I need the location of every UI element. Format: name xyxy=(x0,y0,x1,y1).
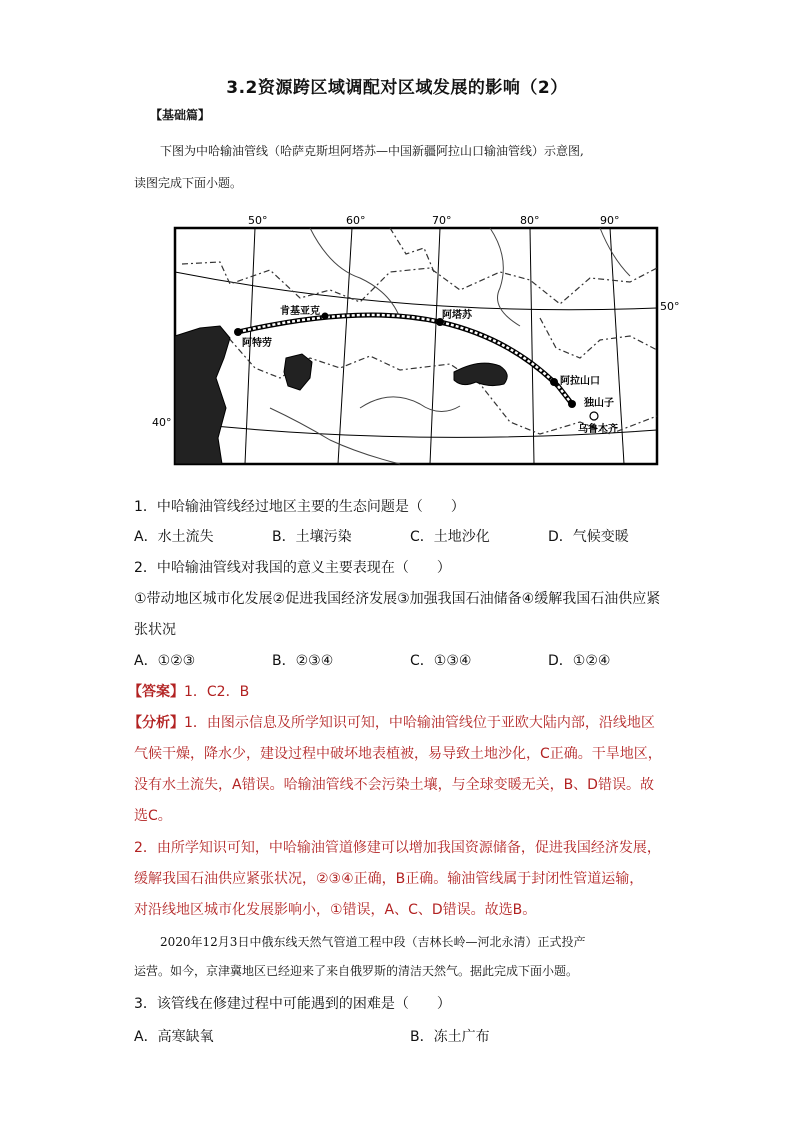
urumqi-marker xyxy=(590,412,598,420)
q2-line-3: 张状况 xyxy=(134,622,176,638)
lon-label-90: 90° xyxy=(600,214,620,227)
lat-label-50: 50° xyxy=(660,300,680,313)
pipeline-map-svg xyxy=(152,208,680,470)
alashankou-marker xyxy=(550,378,558,386)
q2-option-c: C．①③④ xyxy=(410,653,472,669)
kenjiyak-marker xyxy=(322,313,329,320)
q1-option-a: A．水土流失 xyxy=(134,529,214,545)
q1-option-c: C．土地沙化 xyxy=(410,529,490,545)
q1-option-b: B．土壤污染 xyxy=(272,529,352,545)
document-title: 3.2资源跨区域调配对区域发展的影响（2） xyxy=(226,78,568,98)
dushanzi-marker xyxy=(568,400,576,408)
alashankou-label: 阿拉山口 xyxy=(560,376,600,387)
analysis-1-text-4: 选C。 xyxy=(134,808,172,824)
q1-stem: 1．中哈输油管线经过地区主要的生态问题是（ ） xyxy=(134,499,465,515)
q3-stem: 3．该管线在修建过程中可能遇到的困难是（ ） xyxy=(134,996,451,1012)
lon-label-80: 80° xyxy=(520,214,540,227)
lat-label-40: 40° xyxy=(152,416,172,429)
analysis-1-text-3: 没有水土流失，A错误。哈输油管线不会污染土壤，与全球变暖无关，B、D错误。故 xyxy=(134,777,654,793)
passage2-line-1: 2020年12月3日中俄东线天然气管道工程中段（吉林长岭—河北永清）正式投产 xyxy=(160,935,586,949)
q2-line-2: ①带动地区城市化发展②促进我国经济发展③加强我国石油储备④缓解我国石油供应紧 xyxy=(134,591,661,607)
q2-stem: 2．中哈输油管线对我国的意义主要表现在（ ） xyxy=(134,560,451,576)
pipeline-map xyxy=(152,208,680,470)
analysis-1-text-1: 1．由图示信息及所学知识可知，中哈输油管线位于亚欧大陆内部，沿线地区 xyxy=(184,715,655,731)
answer-text: 1．C2．B xyxy=(184,684,250,700)
q2-option-d: D．①②④ xyxy=(548,653,611,669)
q2-option-a: A．①②③ xyxy=(134,653,196,669)
analysis-2-text-3: 对沿线地区城市化发展影响小，①错误，A、C、D错误。故选B。 xyxy=(134,902,537,918)
intro-line-2: 读图完成下面小题。 xyxy=(134,176,243,190)
kenjiyak-label: 肯基亚克 xyxy=(280,306,320,317)
lon-label-50: 50° xyxy=(248,214,268,227)
analysis-2-text-1: 2．由所学知识可知，中哈输油管道修建可以增加我国资源储备，促进我国经济发展， xyxy=(134,840,661,856)
atyrau-label: 阿特劳 xyxy=(242,338,272,349)
q3-option-a: A．高寒缺氧 xyxy=(134,1029,214,1045)
urumqi-label: 乌鲁木齐 xyxy=(578,424,618,435)
atyrau-marker xyxy=(234,328,242,336)
answer-line xyxy=(128,681,249,701)
q3-option-b: B．冻土广布 xyxy=(410,1029,490,1045)
q1-option-d: D．气候变暖 xyxy=(548,529,629,545)
analysis-line-1 xyxy=(128,712,655,732)
intro-line-1: 下图为中哈输油管线（哈萨克斯坦阿塔苏—中国新疆阿拉山口输油管线）示意图, xyxy=(160,144,584,158)
section-tag: 【基础篇】 xyxy=(150,108,211,122)
analysis-1-text-2: 气候干燥，降水少，建设过程中破坏地表植被，易导致土地沙化，C正确。干旱地区， xyxy=(134,746,662,762)
passage2-line-2: 运营。如今，京津冀地区已经迎来了来自俄罗斯的清洁天然气。据此完成下面小题。 xyxy=(134,964,579,978)
answer-label: 【答案】 xyxy=(128,684,184,700)
q2-option-b: B．②③④ xyxy=(272,653,334,669)
atasu-label: 阿塔苏 xyxy=(442,310,472,321)
analysis-2-text-2: 缓解我国石油供应紧张状况，②③④正确，B正确。输油管线属于封闭性管道运输， xyxy=(134,871,644,887)
analysis-label: 【分析】 xyxy=(128,715,184,731)
lon-label-60: 60° xyxy=(346,214,366,227)
lon-label-70: 70° xyxy=(432,214,452,227)
dushanzi-label: 独山子 xyxy=(584,398,614,409)
